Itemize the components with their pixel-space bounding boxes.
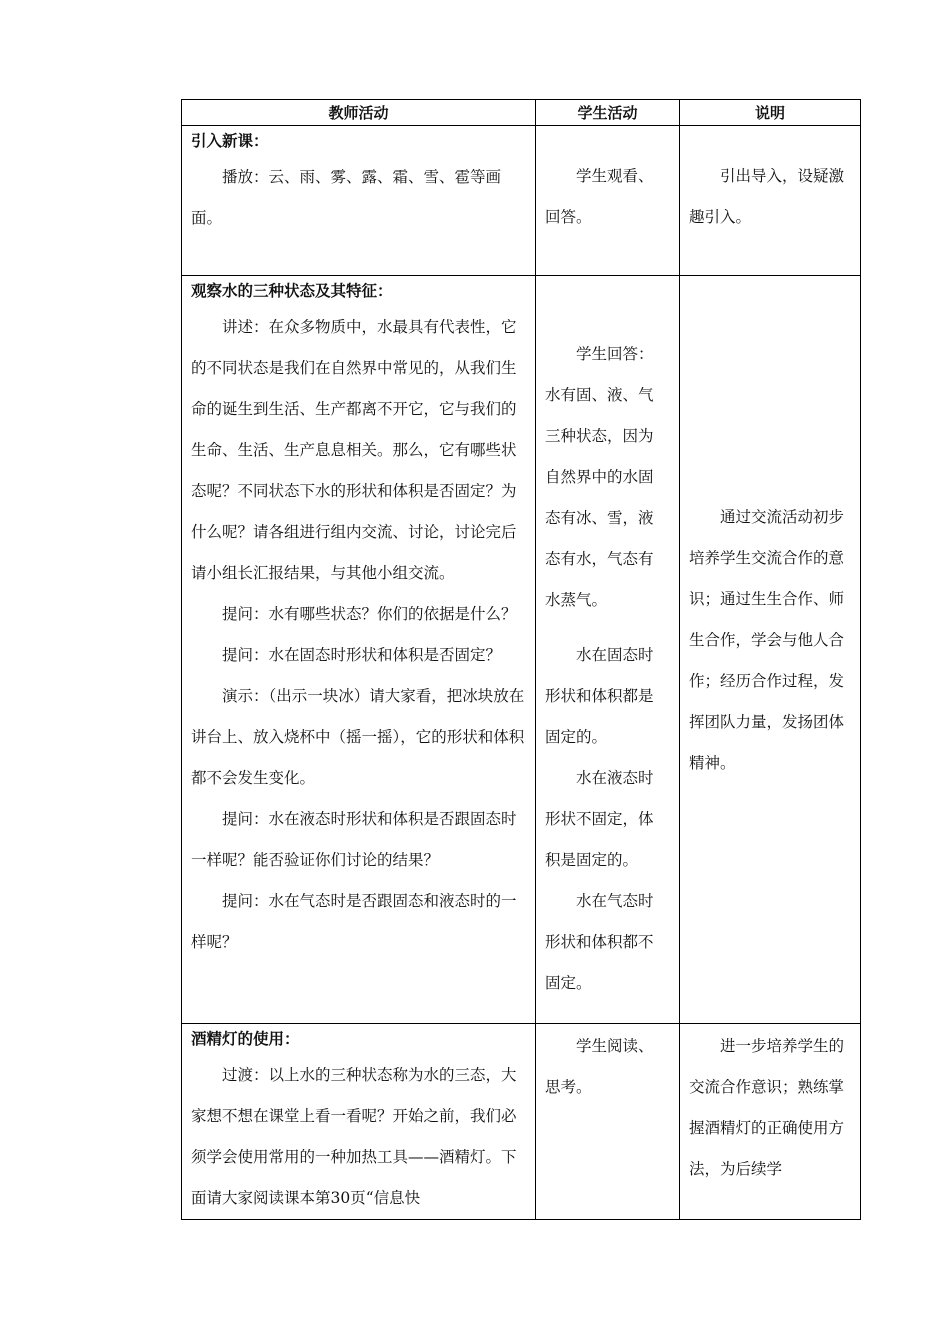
note-cell: [680, 1024, 861, 1220]
section-heading: 酒精灯的使用：: [191, 1030, 300, 1048]
student-paragraph: 水在气态时形状和体积都不固定。: [545, 892, 654, 992]
table-row: [182, 276, 861, 1024]
note-paragraph: 引出导入，设疑激趣引入。: [689, 167, 845, 226]
header-teacher-activity: 教师活动: [182, 100, 536, 126]
teacher-cell: [182, 276, 536, 1024]
table-header-row: [182, 100, 861, 126]
note-paragraph: 进一步培养学生的交流合作意识；熟练掌握酒精灯的正确使用方法，为后续学: [689, 1037, 845, 1178]
student-cell: [536, 1024, 680, 1220]
section-heading: 观察水的三种状态及其特征：: [191, 282, 393, 300]
lesson-plan-table: [181, 99, 861, 1220]
note-paragraph: 通过交流活动初步培养学生交流合作的意识；通过生生合作、师生合作，学会与他人合作；经历合作过程，发挥团队力量，发扬团体精神。: [689, 508, 845, 772]
student-cell: [536, 276, 680, 1024]
teacher-paragraph: 提问：水在液态时形状和体积是否跟固态时一样呢？能否验证你们讨论的结果？: [191, 810, 517, 869]
teacher-paragraph: 演示：（出示一块冰）请大家看，把冰块放在讲台上、放入烧杯中（摇一摇），它的形状和体积都不会发生变化。: [191, 687, 525, 787]
teacher-paragraph: 讲述：在众多物质中，水最具有代表性，它的不同状态是我们在自然界中常见的，从我们生命的诞生到生活、生产都离不开它，它与我们的生命、生活、生产息息相关。那么，它有哪些状态呢？不同状态下水的形状和体积是否固定？为什么呢？请各组进行组内交流、讨论，讨论完后请小组长汇报结果，与其他小组交流。: [191, 318, 517, 582]
student-paragraph: 学生阅读、思考。: [545, 1037, 654, 1096]
teacher-cell: [182, 126, 536, 276]
teacher-paragraph: 提问：水有哪些状态？你们的依据是什么？: [222, 605, 517, 623]
student-paragraph: 水在固态时形状和体积都是固定的。: [545, 646, 654, 746]
teacher-paragraph: 提问：水在气态时是否跟固态和液态时的一样呢？: [191, 892, 517, 951]
header-student-activity: 学生活动: [536, 100, 680, 126]
note-cell: [680, 126, 861, 276]
note-cell: [680, 276, 861, 1024]
teacher-paragraph: 播放：云、雨、雾、露、霜、雪、雹等画面。: [191, 168, 502, 227]
section-heading: 引入新课：: [191, 132, 269, 150]
header-notes: 说明: [680, 100, 861, 126]
student-cell: [536, 126, 680, 276]
student-paragraph: 学生观看、回答。: [545, 167, 654, 226]
teacher-cell: [182, 1024, 536, 1220]
student-paragraph: 学生回答：水有固、液、气三种状态，因为自然界中的水固态有冰、雪，液态有水，气态有水蒸气。: [545, 345, 654, 609]
student-paragraph: 水在液态时形状不固定，体积是固定的。: [545, 769, 654, 869]
table-row: [182, 1024, 861, 1220]
table-row: [182, 126, 861, 276]
teacher-paragraph: 提问：水在固态时形状和体积是否固定？: [222, 646, 502, 664]
teacher-paragraph: 过渡：以上水的三种状态称为水的三态，大家想不想在课堂上看一看呢？开始之前，我们必须学会使用常用的一种加热工具——酒精灯。下面请大家阅读课本第30页“信息快: [191, 1066, 517, 1207]
